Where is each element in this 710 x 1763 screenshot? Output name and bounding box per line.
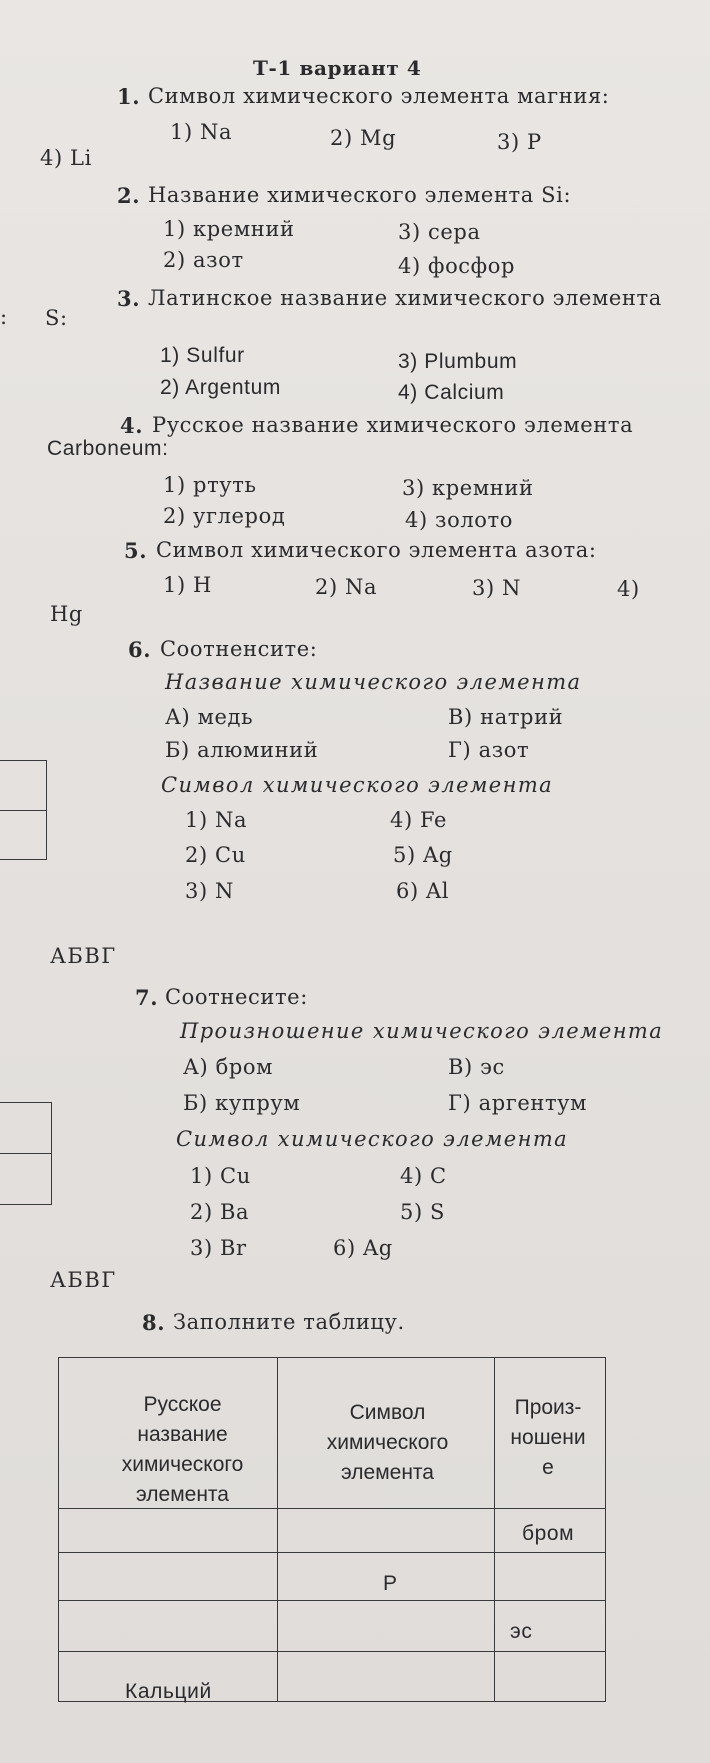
q6-text: Соотненсите: — [160, 637, 318, 661]
q2-option-1: 1) кремний — [163, 217, 295, 241]
q3-text: Латинское название химического элемента — [148, 286, 662, 310]
q6-symbol-6: 6) Al — [396, 879, 450, 903]
table-cell-r2-symbol: P — [383, 1572, 398, 1595]
q8-number: 8. — [142, 1310, 166, 1335]
q2-text: Название химического элемента Si: — [148, 183, 572, 207]
q1-option-3: 3) P — [497, 130, 542, 154]
q3-number: 3. — [117, 286, 141, 311]
q2-option-3: 3) сера — [398, 220, 481, 244]
table-header-russian-name: Русское название химического элемента — [121, 1393, 244, 1506]
page-title: Т-1 вариант 4 — [253, 56, 422, 80]
q4-text: Русское название химического элемента — [152, 413, 634, 437]
q1-option-4: 4) Li — [40, 146, 92, 170]
q7-symbol-4: 4) C — [400, 1164, 447, 1188]
q5-option-1: 1) H — [163, 573, 212, 597]
q4-number: 4. — [120, 413, 144, 438]
q7-heading-names: Произношение химического элемента — [180, 1019, 664, 1043]
q5-number: 5. — [124, 538, 148, 563]
q6-symbol-5: 5) Ag — [393, 843, 453, 867]
q7-symbol-2: 2) Ba — [190, 1200, 250, 1224]
q6-name-a: А) медь — [165, 705, 254, 729]
q6-symbol-2: 2) Cu — [185, 843, 246, 867]
q5-option-4-value: Hg — [50, 602, 83, 626]
q7-heading-symbols: Символ химического элемента — [176, 1127, 569, 1151]
q4-option-3: 3) кремний — [402, 476, 534, 500]
table-row-divider-4 — [58, 1651, 606, 1652]
q2-option-4: 4) фосфор — [398, 254, 515, 278]
q7-text: Соотнесите: — [165, 985, 308, 1009]
q6-symbol-1: 1) Na — [185, 808, 248, 832]
q1-number: 1. — [117, 84, 141, 109]
q6-symbol-4: 4) Fe — [390, 808, 448, 832]
q1-text: Символ химического элемента магния: — [148, 84, 610, 108]
q3-option-3: 3) Plumbum — [398, 350, 518, 373]
table-header-pronunciation: Произ-ношени е — [510, 1396, 586, 1479]
q3-option-2: 2) Argentum — [160, 376, 281, 399]
q7-symbol-6: 6) Ag — [333, 1236, 393, 1260]
q7-name-b: Б) купрум — [183, 1091, 301, 1115]
table-cell-r4-russian-name: Кальций — [125, 1680, 212, 1703]
q7-name-a: А) бром — [183, 1055, 274, 1079]
q3-option-4: 4) Calcium — [398, 381, 505, 404]
q7-name-v: В) эс — [448, 1055, 505, 1079]
table-row-divider-2 — [58, 1552, 606, 1553]
q2-number: 2. — [117, 183, 141, 208]
q6-name-b: Б) алюминий — [165, 738, 319, 762]
q1-option-2: 2) Mg — [330, 126, 397, 150]
q7-number: 7. — [135, 985, 159, 1010]
q6-name-v: В) натрий — [448, 705, 564, 729]
q4-continuation: Carboneum: — [47, 437, 169, 460]
q8-text: Заполните таблицу. — [173, 1310, 405, 1334]
table-row-divider-3 — [58, 1600, 606, 1601]
q6-name-g: Г) азот — [448, 738, 530, 762]
q5-option-2: 2) Na — [315, 575, 378, 599]
q6-answer-label: АБВГ — [50, 944, 117, 968]
table-cell-r3-pronunciation: эс — [510, 1620, 533, 1643]
table-cell-r1-pronunciation: бром — [522, 1522, 575, 1545]
q6-number: 6. — [128, 637, 152, 662]
q6-heading-symbols: Символ химического элемента — [161, 773, 554, 797]
q3-edge-colon: : — [0, 305, 8, 329]
q3-continuation: S: — [45, 306, 68, 330]
q5-option-3: 3) N — [472, 576, 522, 600]
q1-option-1: 1) Na — [170, 120, 233, 144]
q5-option-4-label: 4) — [617, 577, 640, 601]
q4-option-2: 2) углерод — [163, 504, 286, 528]
q3-option-1: 1) Sulfur — [160, 344, 245, 367]
table-header-symbol: Символ химического элемента — [326, 1401, 449, 1484]
q4-option-1: 1) ртуть — [163, 473, 257, 497]
q7-name-g: Г) аргентум — [448, 1091, 588, 1115]
q6-heading-names: Название химического элемента — [165, 670, 582, 694]
q7-symbol-1: 1) Cu — [190, 1164, 251, 1188]
q2-option-2: 2) азот — [163, 248, 244, 272]
q7-symbol-3: 3) Br — [190, 1236, 247, 1260]
q7-answer-label: АБВГ — [50, 1268, 117, 1292]
q7-symbol-5: 5) S — [400, 1200, 446, 1224]
q4-option-4: 4) золото — [405, 508, 513, 532]
q5-text: Символ химического элемента азота: — [156, 538, 597, 562]
q6-symbol-3: 3) N — [185, 879, 235, 903]
